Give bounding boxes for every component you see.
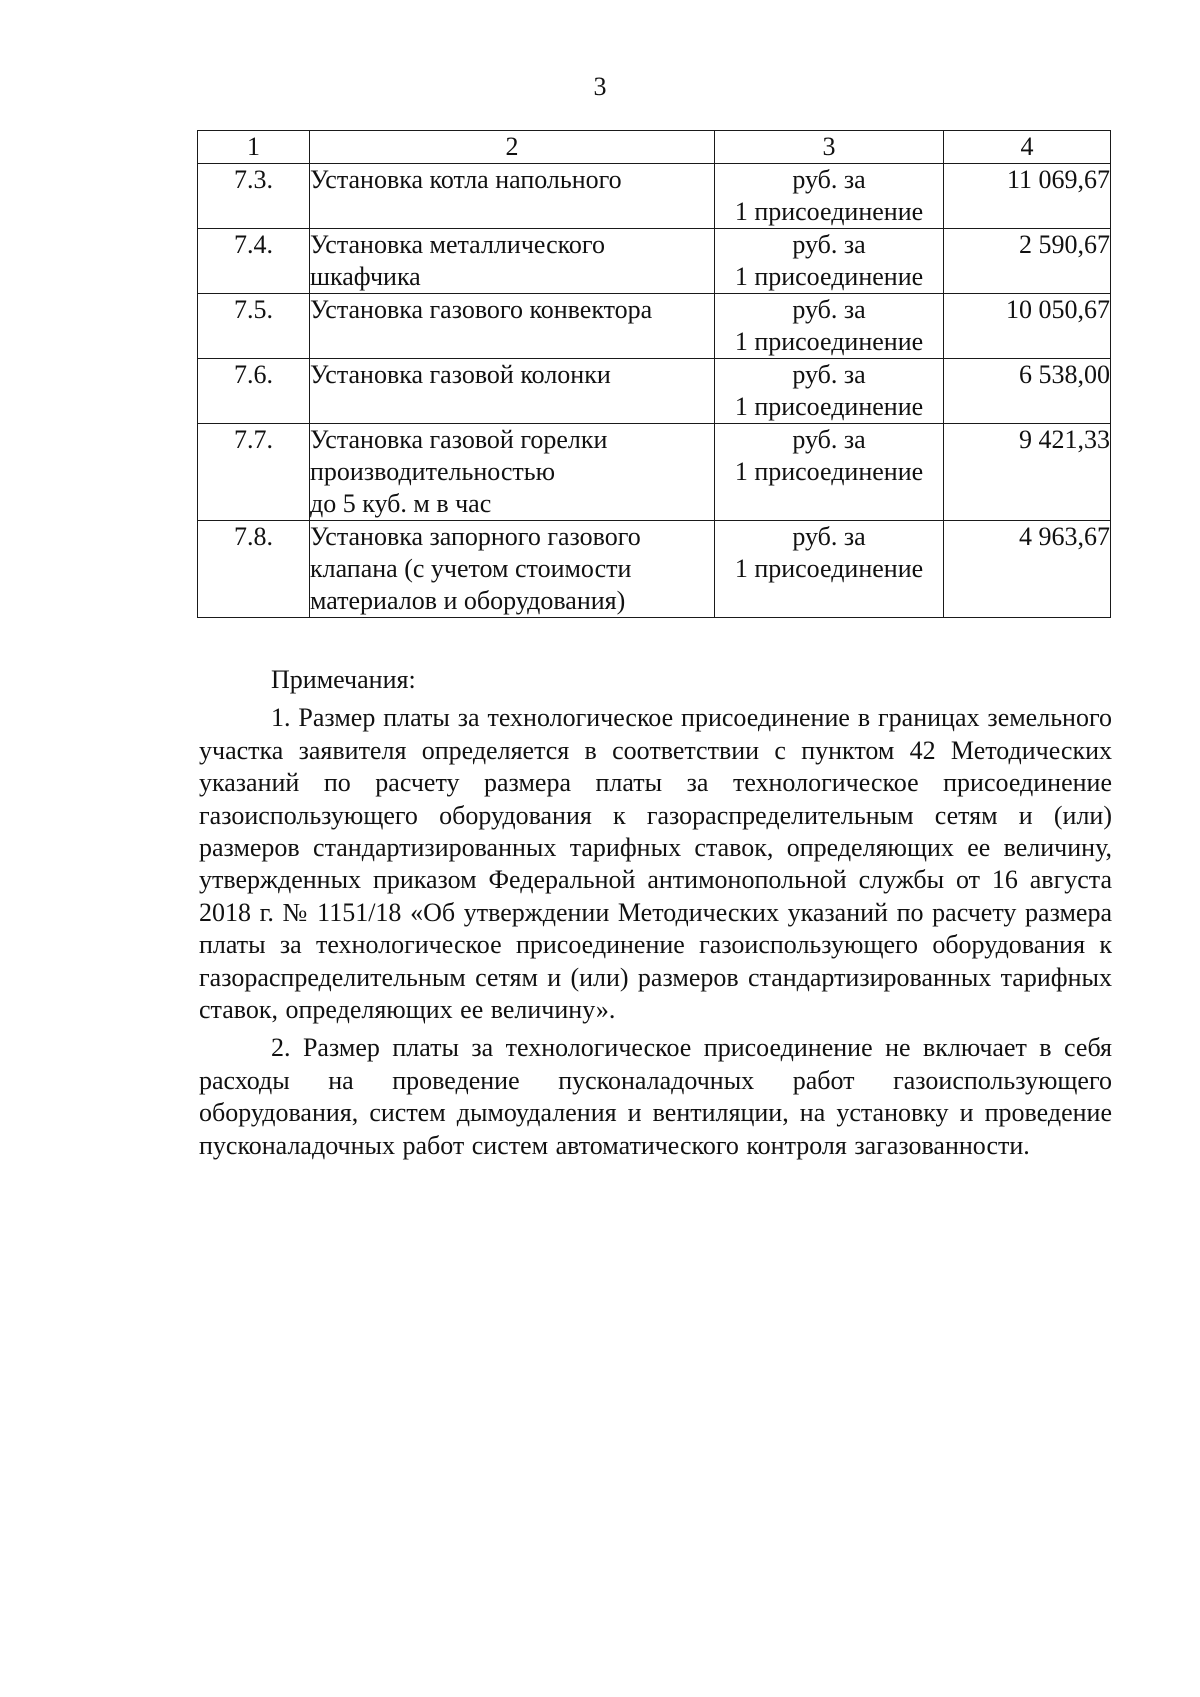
unit-of-measure-line: 1 присоединение [734, 392, 924, 421]
table-row [198, 424, 1111, 521]
price-value: 11 069,67 [944, 164, 1111, 229]
price-value: 4 963,67 [944, 521, 1111, 618]
note-item-1: 1. Размер платы за технологическое присоединение в границах земельного участка заявителя определяется в соответствии с пунктом 42 Методических указаний по расчету размера платы за технологическое присоединение газоиспользующего оборудования к газораспределительным сетям и (или) размеров стандартизированных тарифных ставок, определяющих ее величину, утвержденных приказом Федеральной антимонопольной службы от 16 августа 2018 г. № 1151/18 «Об утверждении Методических указаний по расчету размера платы за технологическое присоединение газоиспользующего оборудования к газораспределительным сетям и (или) размеров стандартизированных тарифных ставок, определяющих ее величину». [199, 703, 1112, 1025]
unit-of-measure [715, 164, 944, 229]
table-header-row [198, 131, 1111, 164]
service-name-line: производительностью [310, 457, 556, 486]
column-header-unit: 3 [715, 131, 944, 164]
row-number: 7.8. [198, 521, 310, 618]
unit-of-measure-line: руб. за [792, 295, 866, 324]
page-number: 3 [593, 72, 607, 101]
table-row [198, 359, 1111, 424]
service-name-line: Установка запорного газового [310, 522, 641, 551]
note-item-2: 2. Размер платы за технологическое присоединение не включает в себя расходы на проведение пусконаладочных работ газоиспользующего оборудования, систем дымоудаления и вентиляции, на установку и проведение пусконаладочных работ систем автоматического контроля загазованности. [199, 1033, 1112, 1160]
unit-of-measure-line: руб. за [792, 230, 866, 259]
unit-of-measure [715, 229, 944, 294]
row-number: 7.7. [198, 424, 310, 521]
unit-of-measure [715, 521, 944, 618]
row-number: 7.5. [198, 294, 310, 359]
unit-of-measure-line: 1 присоединение [734, 197, 924, 226]
row-number: 7.4. [198, 229, 310, 294]
unit-of-measure-line: 1 присоединение [734, 327, 924, 356]
column-header-service: 2 [310, 131, 715, 164]
service-name-line: до 5 куб. м в час [310, 489, 492, 518]
service-name-line: клапана (с учетом стоимости [310, 554, 632, 583]
tariff-table [197, 130, 1111, 618]
service-name-line: шкафчика [310, 262, 421, 291]
row-number: 7.6. [198, 359, 310, 424]
table-row [198, 164, 1111, 229]
table-row [198, 521, 1111, 618]
service-name-line: Установка газовой колонки [310, 360, 611, 389]
service-name-line: Установка котла напольного [310, 165, 622, 194]
price-value: 10 050,67 [944, 294, 1111, 359]
unit-of-measure-line: руб. за [792, 360, 866, 389]
unit-of-measure [715, 294, 944, 359]
row-number: 7.3. [198, 164, 310, 229]
service-name-line: Установка металлического [310, 230, 605, 259]
price-value: 6 538,00 [944, 359, 1111, 424]
service-name [310, 229, 715, 294]
unit-of-measure-line: 1 присоединение [734, 554, 924, 583]
unit-of-measure-line: 1 присоединение [734, 262, 924, 291]
price-value: 9 421,33 [944, 424, 1111, 521]
service-name [310, 521, 715, 618]
service-name-line: Установка газовой горелки [310, 425, 608, 454]
table-body [198, 164, 1111, 618]
notes-section [199, 664, 1112, 1162]
service-name-line: материалов и оборудования) [310, 586, 626, 615]
unit-of-measure [715, 424, 944, 521]
notes-title: Примечания: [271, 665, 416, 694]
unit-of-measure-line: руб. за [792, 425, 866, 454]
table-row [198, 229, 1111, 294]
column-header-number: 1 [198, 131, 310, 164]
price-value: 2 590,67 [944, 229, 1111, 294]
table-row [198, 294, 1111, 359]
column-header-price: 4 [944, 131, 1111, 164]
unit-of-measure-line: 1 присоединение [734, 457, 924, 486]
service-name [310, 164, 715, 229]
unit-of-measure [715, 359, 944, 424]
service-name-line: Установка газового конвектора [310, 295, 653, 324]
unit-of-measure-line: руб. за [792, 522, 866, 551]
service-name [310, 424, 715, 521]
service-name [310, 294, 715, 359]
service-name [310, 359, 715, 424]
unit-of-measure-line: руб. за [792, 165, 866, 194]
